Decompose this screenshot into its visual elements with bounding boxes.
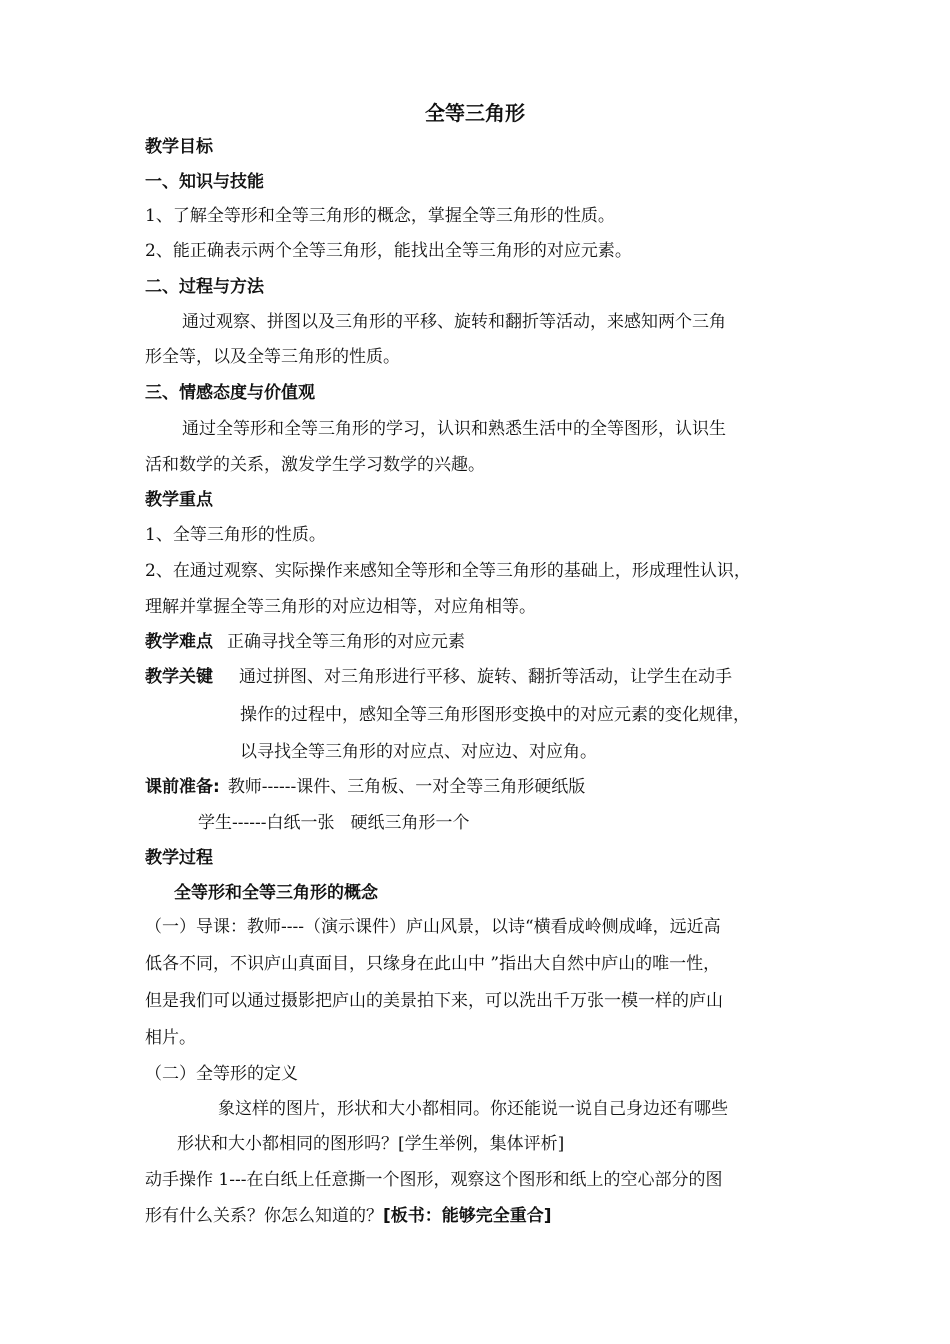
prep-row: [145, 776, 585, 798]
key-point-item-1: 1、全等三角形的性质。: [145, 525, 326, 545]
knowledge-heading: 一、知识与技能: [145, 172, 264, 192]
knowledge-item-1: 1、了解全等形和全等三角形的概念，掌握全等三角形的性质。: [145, 206, 615, 226]
process-subheading: 全等形和全等三角形的概念: [174, 883, 378, 903]
board-note: [板书：能够完全重合]: [383, 1206, 552, 1226]
key-point-item-2-line-2: 理解并掌握全等三角形的对应边相等，对应角相等。: [145, 597, 536, 617]
intro-line-2: 低各不同，不识庐山真面目，只缘身在此山中 ”指出大自然中庐山的唯一性，: [145, 954, 721, 974]
key-line-1: 通过拼图、对三角形进行平移、旋转、翻折等活动，让学生在动手: [239, 667, 732, 687]
prep-student-extra: 硬纸三角形一个: [350, 813, 470, 833]
activity-line-1: 动手操作 1---在白纸上任意撕一个图形，观察这个图形和纸上的空心部分的图: [145, 1170, 723, 1190]
knowledge-item-2: 2、能正确表示两个全等三角形，能找出全等三角形的对应元素。: [145, 241, 632, 261]
difficulty-row: [145, 631, 465, 653]
activity-line-2: 形有什么关系？你怎么知道的？: [145, 1206, 383, 1226]
difficulty-text: 正确寻找全等三角形的对应元素: [227, 632, 465, 652]
process-heading: 教学过程: [145, 848, 213, 868]
attitude-line-2: 活和数学的关系，激发学生学习数学的兴趣。: [145, 455, 485, 475]
process-method-line-2: 形全等，以及全等三角形的性质。: [145, 347, 400, 367]
definition-line-1: 象这样的图片，形状和大小都相同。你还能说一说自己身边还有哪些: [218, 1099, 728, 1119]
difficulty-label: 教学难点: [145, 632, 213, 652]
document-title: 全等三角形: [425, 101, 525, 125]
prep-student-row: [198, 812, 469, 834]
intro-line-4: 相片。: [145, 1028, 196, 1048]
key-label: 教学关键: [145, 667, 213, 687]
intro-line-3: 但是我们可以通过摄影把庐山的美景拍下来，可以洗出千万张一模一样的庐山: [145, 991, 723, 1011]
key-line-2: 操作的过程中，感知全等三角形图形变换中的对应元素的变化规律，: [240, 705, 750, 725]
process-method-line-1: 通过观察、拼图以及三角形的平移、旋转和翻折等活动，来感知两个三角: [182, 312, 726, 332]
key-points-heading: 教学重点: [145, 490, 213, 510]
attitude-heading: 三、情感态度与价值观: [145, 383, 315, 403]
key-point-item-2-line-1: 2、在通过观察、实际操作来感知全等形和全等三角形的基础上，形成理性认识，: [145, 561, 751, 581]
attitude-line-1: 通过全等形和全等三角形的学习，认识和熟悉生活中的全等图形，认识生: [182, 419, 726, 439]
prep-student: 学生------白纸一张: [198, 813, 335, 833]
activity-line-2-row: [145, 1205, 552, 1227]
intro-line-1: （一）导课：教师----（演示课件）庐山风景，以诗“横看成岭侧成峰，远近高: [145, 917, 721, 937]
key-row: [145, 666, 732, 688]
definition-heading: （二）全等形的定义: [145, 1064, 298, 1084]
prep-teacher: 教师------课件、三角板、一对全等三角形硬纸版: [227, 777, 586, 797]
prep-label: 课前准备:: [145, 777, 220, 797]
definition-line-2: 形状和大小都相同的图形吗？[学生举例，集体评析]: [177, 1134, 565, 1154]
key-line-3: 以寻找全等三角形的对应点、对应边、对应角。: [240, 742, 597, 762]
process-method-heading: 二、过程与方法: [145, 277, 264, 297]
goals-heading: 教学目标: [145, 137, 213, 157]
